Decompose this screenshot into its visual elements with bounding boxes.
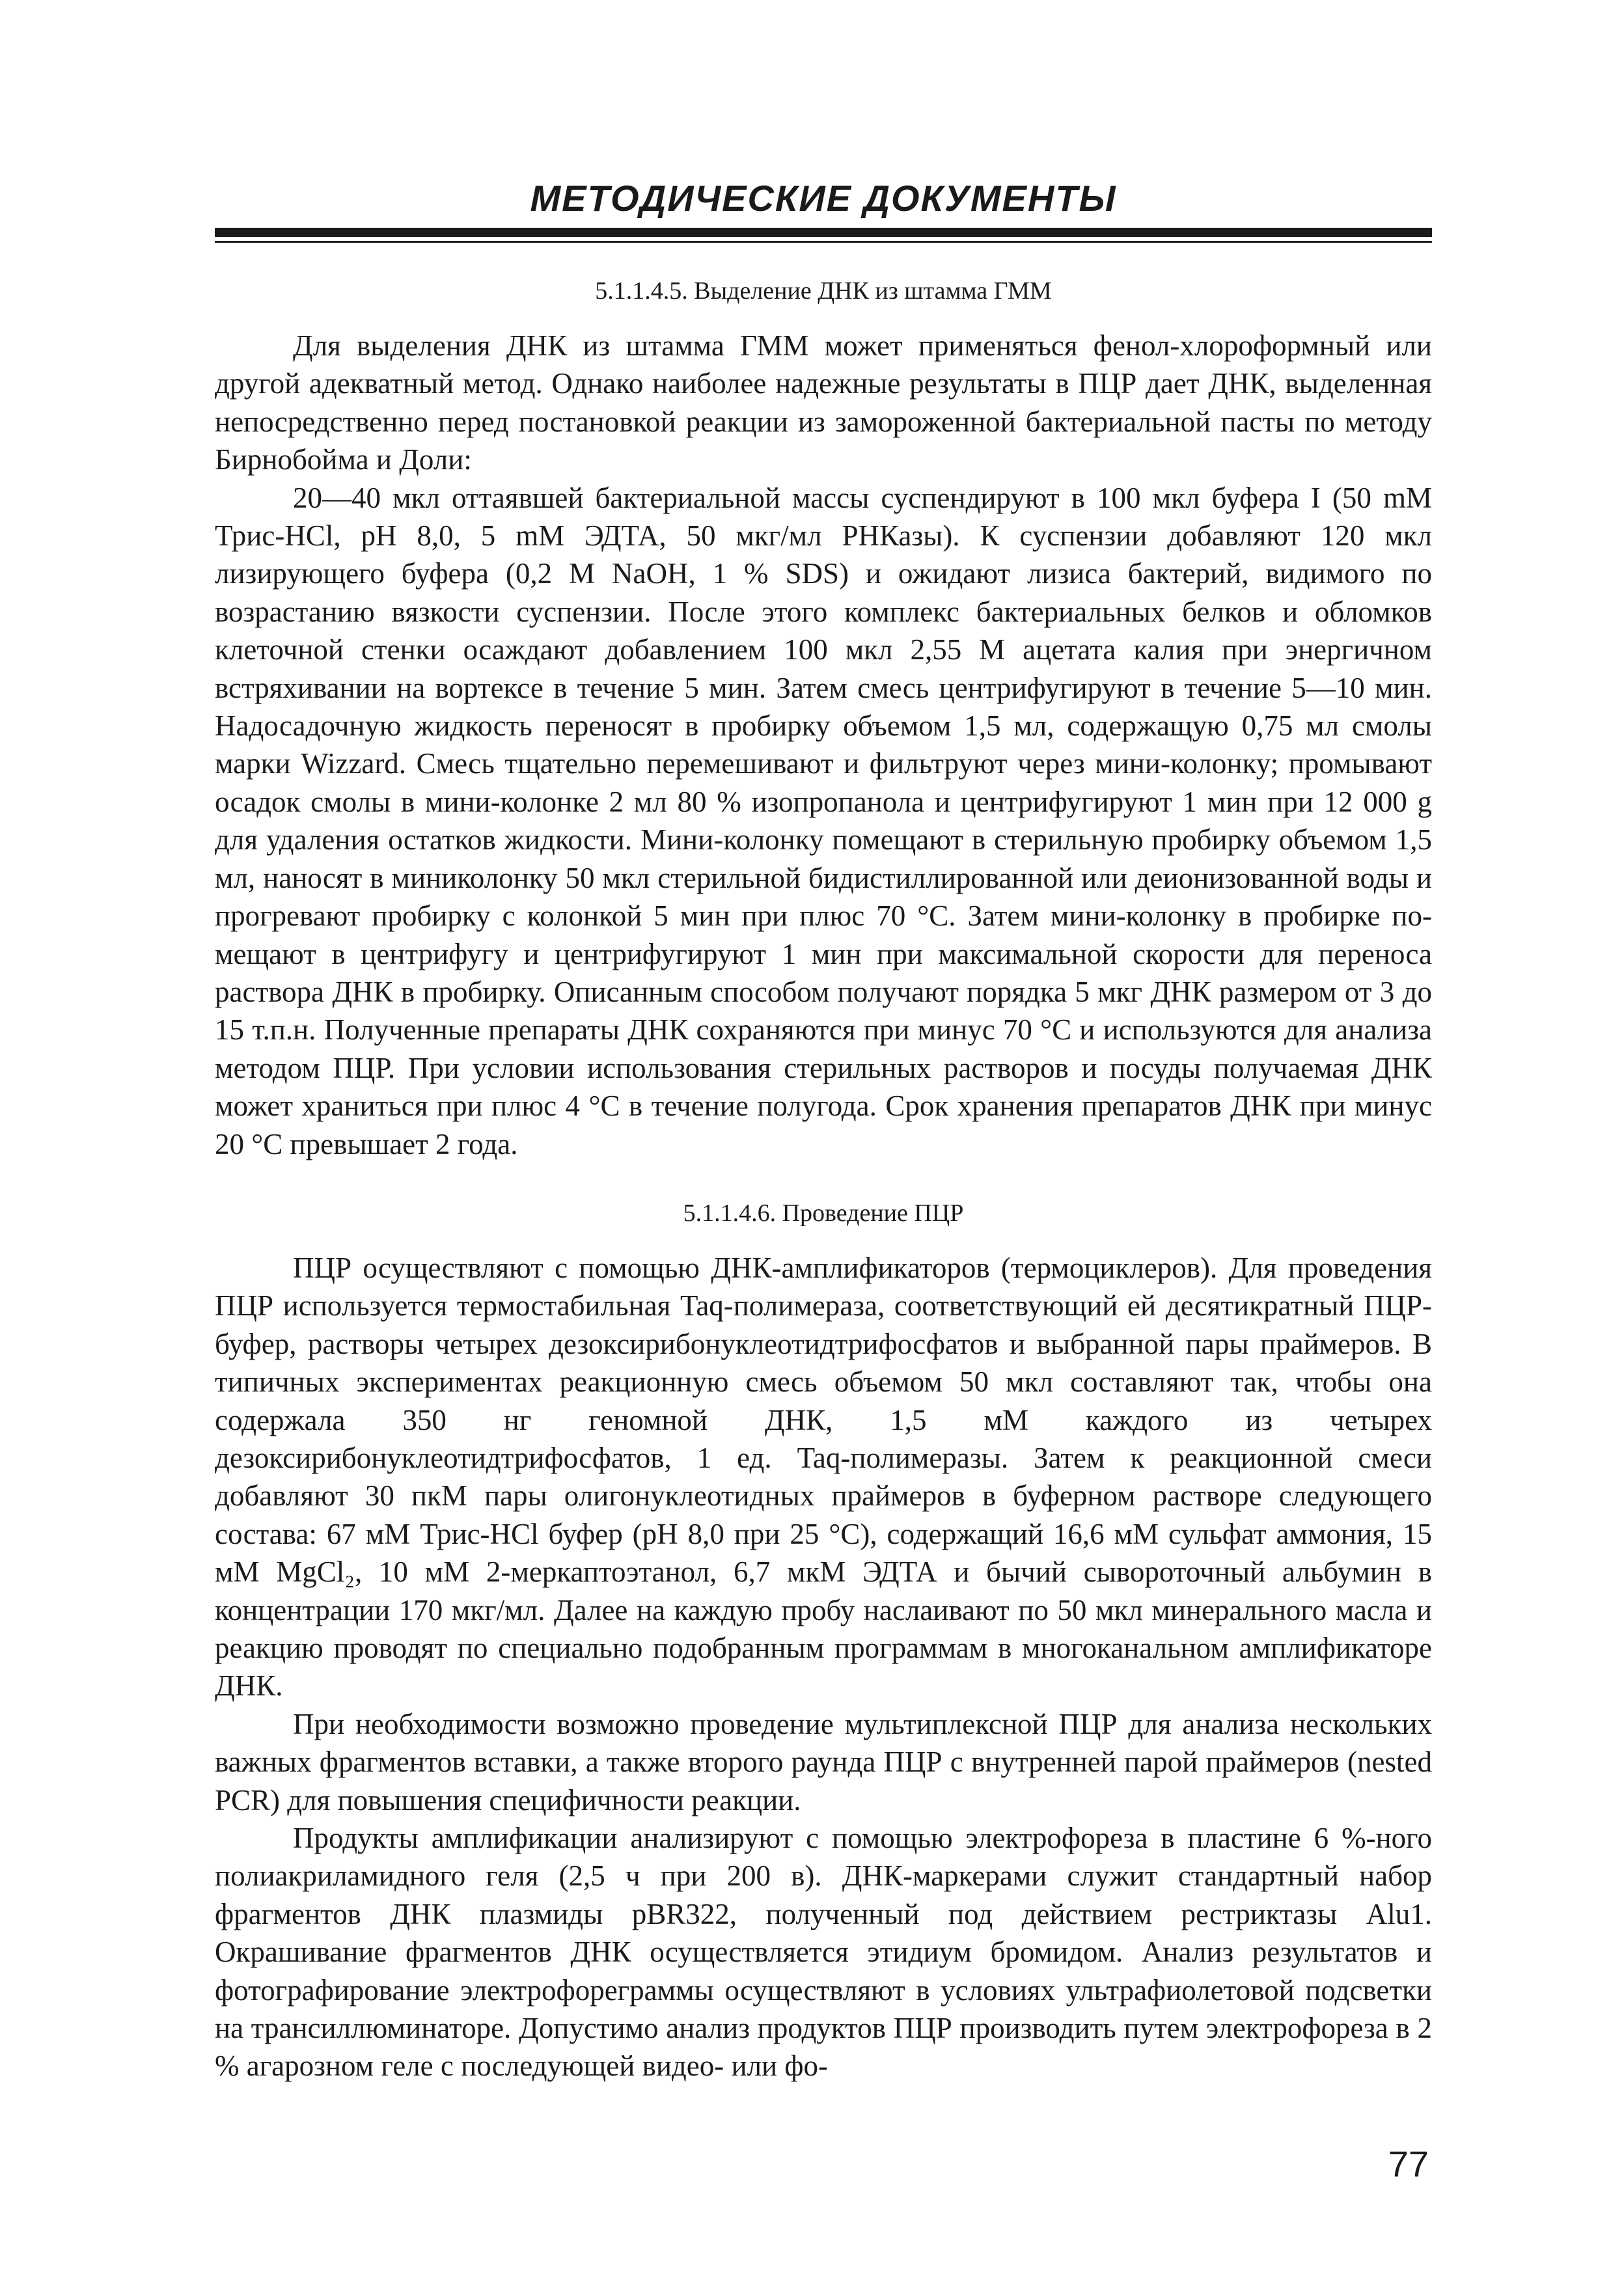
paragraph: Для выделения ДНК из штамма ГММ может применяться фенол-хлороформный или другой адекватный метод. Однако наиболее надежные результаты в ПЦР дает ДНК, выделенная непосредственно перед постановкой реакции из замороженной бактериальной пасты по методу Бирнобойма и Доли: [215, 329, 1432, 476]
page-content [215, 272, 1432, 2085]
section-dna-extraction [215, 272, 1432, 1163]
page-number: 77 [1388, 2143, 1429, 2184]
paragraph: Продукты амплификации анализируют с помощью электрофореза в пластине 6 %-ного полиакриламидного геля (2,5 ч при 200 в). ДНК-маркерами служит стандартный набор фрагментов ДНК плазмиды pBR322, полученный под действием рестриктазы Alu1. Окрашивание фрагментов ДНК осуществляется этидиум бромидом. Анализ результатов и фотографирование электрофореграммы осуществляют в условиях ультрафиолетовой подсветки на трансиллюминаторе. Допустимо анализ продуктов ПЦР производить путем электрофореза в 2 % агарозном геле с последующей видео- или фо- [215, 1822, 1432, 2083]
section-heading: 5.1.1.4.6. Проведение ПЦР [683, 1199, 964, 1227]
section-heading: 5.1.1.4.5. Выделение ДНК из штамма ГММ [595, 277, 1052, 305]
paragraph: ПЦР осуществляют с помощью ДНК-амплификаторов (термоциклеров). Для проведения ПЦР используется термостабильная Taq-полимераза, соответствующий ей десятикратный ПЦР-буфер, растворы четырех дезоксирибонуклеотидтрифосфатов и выбранной пары праймеров. В типичных экспериментах реакционную смесь объемом 50 мкл составляют так, чтобы она содержала 350 нг геномной ДНК, 1,5 мМ каждого из четырех дезоксирибонуклеотидтрифосфатов, 1 ед. Taq-полимеразы. Затем к реакционной смеси добавляют 30 пкМ пары олигонуклеотидных праймеров в буферном растворе следующего состава: 67 мМ Трис-HCl буфер (pH 8,0 при 25 °C), содержащий 16,6 мМ сульфат аммония, 15 мМ MgCl₂, 10 мМ 2-меркаптоэтанол, 6,7 мкМ ЭДТА и бычий сывороточный альбумин в концентрации 170 мкг/мл. Далее на каждую пробу наслаивают по 50 мкл минерального масла и реакцию проводят по специально подобранным программам в многоканальном амплификаторе ДНК. [215, 1251, 1432, 1703]
header-rule-thick [215, 228, 1432, 237]
paragraph: При необходимости возможно проведение мультиплексной ПЦР для анализа нескольких важных фрагментов вставки, а также второго раунда ПЦР с внутренней парой праймеров (nested PCR) для повышения специфичности реакции. [215, 1707, 1432, 1816]
section-pcr [215, 1194, 1432, 2085]
paragraph: 20—40 мкл оттаявшей бактериальной массы суспендируют в 100 мкл буфера I (50 mM Трис-HCl, pH 8,0, 5 mM ЭДТА, 50 мкг/мл РНКазы). К суспензии добавляют 120 мкл лизирующего буфера (0,2 M NaOH, 1 % SDS) и ожидают лизиса бактерий, видимого по возрастанию вязкости суспензии. После этого комплекс бактериальных белков и обломков клеточной стенки осаждают добавлением 100 мкл 2,55 M ацетата калия при энергичном встряхивании на вортексе в течение 5 мин. Затем смесь центрифугируют в течение 5—10 мин. Надосадочную жидкость переносят в пробирку объемом 1,5 мл, содержащую 0,75 мл смолы марки Wizzard. Смесь тщательно перемешивают и фильтруют через мини-колонку; промывают осадок смолы в мини-колонке 2 мл 80 % изопропанола и центрифугируют 1 мин при 12 000 g для удаления остатков жидкости. Мини-колонку помещают в стерильную пробирку объемом 1,5 мл, наносят в миниколонку 50 мкл стерильной бидистиллированной или деионизованной воды и прогревают пробирку с колонкой 5 мин при плюс 70 °C. Затем мини-колонку в пробирке помещают в центрифугу и центрифугируют 1 мин при максимальной скорости для переноса раствора ДНК в пробирку. Описанным способом получают порядка 5 мкг ДНК размером от 3 до 15 т.п.н. Полученные препараты ДНК сохраняются при минус 70 °C и используются для анализа методом ПЦР. При условии использования стерильных растворов и посуды получаемая ДНК может храниться при плюс 4 °C в течение полугода. Срок хранения препаратов ДНК при минус 20 °C превышает 2 года. [215, 481, 1432, 1160]
header-rule-thin [215, 241, 1432, 243]
running-head: МЕТОДИЧЕСКИЕ ДОКУМЕНТЫ [530, 178, 1117, 219]
